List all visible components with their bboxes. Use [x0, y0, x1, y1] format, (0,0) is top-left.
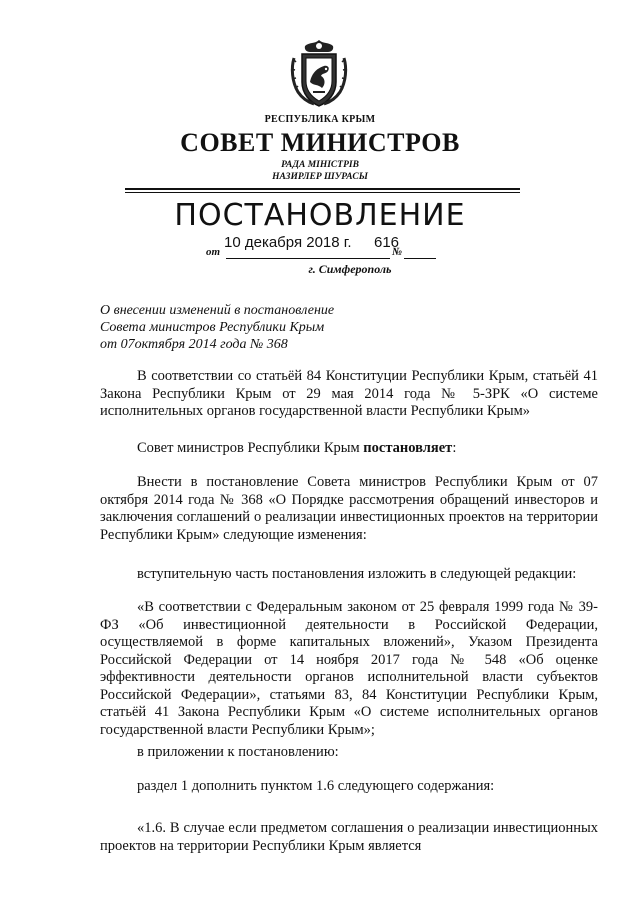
date-value: 10 декабря 2018 г. — [224, 234, 352, 251]
text-line: государственной власти Республики Крым»; — [100, 721, 375, 738]
text-line: осуществляемой в форме капитальных вложений», Указом Президента — [100, 634, 598, 650]
date-underline — [226, 258, 390, 259]
number-underline — [404, 258, 436, 259]
paragraph-clause-1-6 — [100, 820, 598, 855]
subject-line: Совета министров Республики Крым — [100, 320, 325, 335]
text-line: «В соответствии с Федеральным законом от 25 февраля 1999 года — [137, 599, 555, 615]
resolves-keyword: постановляет — [363, 440, 453, 456]
text-line: эффективности деятельности органов исполнительной власти субъектов — [100, 669, 598, 685]
council-name-ukrainian: РАДА МІНІСТРІВ — [281, 160, 359, 170]
paragraph-preamble — [100, 368, 598, 421]
text-line: проектов на территории Республики Крым» следующие изменения: — [100, 509, 598, 543]
city: г. Симферополь — [308, 262, 392, 276]
date-number-line — [206, 236, 446, 260]
text-line: Российской Федерации», статьями 83, 84 Конституции Республики Крым, — [100, 686, 598, 703]
text-line: Внести в постановление Совета министров Республики Крым — [137, 474, 553, 490]
paragraph-new-intro — [100, 599, 598, 739]
text-line: 41 Закона Республики Крым от 29 мая 2014 года № 5-ЗРК «О системе — [100, 368, 598, 402]
text-line: Российской Федерации от 14 ноября 2017 года № 548 «Об оценке — [100, 651, 598, 668]
paragraph-appendix: в приложении к постановлению: — [137, 744, 339, 760]
number-sign: № — [392, 246, 403, 258]
text-line: № 39-ФЗ «Об инвестиционной деятельности в Российской Федерации, — [100, 599, 599, 633]
resolves-tail: : — [452, 440, 457, 456]
text-line: инвесторов и заключения соглашений о реализации инвестиционных — [100, 491, 599, 525]
document-type: ПОСТАНОВЛЕНИЕ — [174, 198, 466, 233]
text-line: «1.6. В случае если предметом соглашения о реализации — [137, 820, 490, 836]
number-value: 616 — [374, 234, 400, 251]
text-line: статьёй 41 Закона Республики Крым «О системе исполнительных органов — [100, 704, 598, 720]
text-line: инвестиционных проектов на территории Республики Крым является — [100, 820, 599, 854]
council-name: СОВЕТ МИНИСТРОВ — [180, 128, 460, 157]
date-prefix: от — [206, 246, 221, 258]
paragraph-section-1: раздел 1 дополнить пунктом 1.6 следующего содержания: — [137, 778, 495, 794]
council-name-crimean-tatar: НАЗИРЛЕР ШУРАСЫ — [272, 172, 368, 182]
header-divider-thin — [125, 192, 520, 193]
subject-line: О внесении изменений в постановление — [100, 303, 335, 318]
text-line: исполнительных органов государственной власти Республики Крым» — [100, 403, 531, 419]
paragraph-resolves — [100, 440, 598, 458]
document-subject — [100, 302, 334, 353]
paragraph-intro-change: вступительную часть постановления изложить в следующей редакции: — [137, 566, 577, 582]
coat-of-arms-icon — [288, 38, 350, 108]
text-line: от 07 октября 2014 года № 368 «О Порядке рассмотрения обращений — [100, 474, 598, 508]
header-divider-thick — [125, 188, 520, 190]
subject-line: от 07октября 2014 года № 368 — [100, 337, 288, 352]
republic-name: РЕСПУБЛИКА КРЫМ — [264, 114, 376, 125]
text-line: В соответствии со статьёй 84 Конституции Республики Крым, статьёй — [137, 368, 579, 384]
paragraph-amend — [100, 474, 598, 544]
resolves-text: Совет министров Республики Крым — [137, 440, 364, 456]
